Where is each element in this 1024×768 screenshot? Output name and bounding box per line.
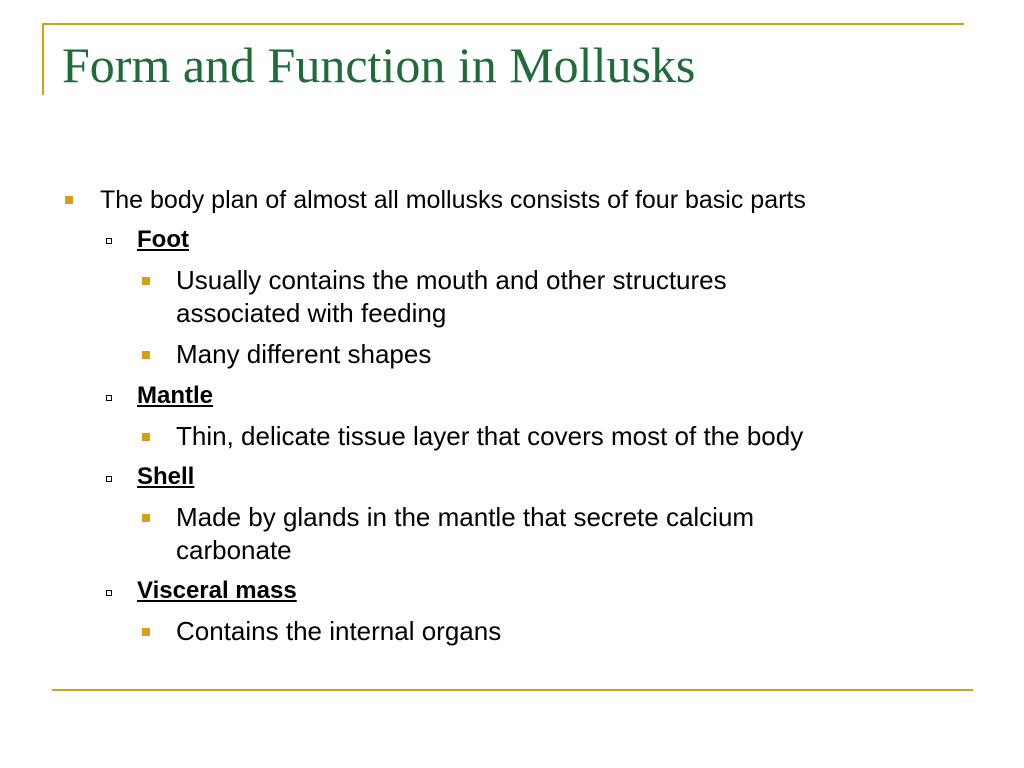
part-visceral-mass-heading: Visceral mass [137, 577, 297, 604]
shell-point-1-line-1: Made by glands in the mantle that secrete calcium [176, 502, 755, 532]
hollow-square-bullet-icon [106, 590, 112, 596]
square-bullet-icon [142, 433, 150, 441]
foot-point-1-line-1: Usually contains the mouth and other structures [176, 265, 727, 295]
hollow-square-bullet-icon [106, 238, 112, 244]
visceral-mass-point-1: Contains the internal organs [176, 616, 502, 646]
foot-point-1-line-2: associated with feeding [176, 298, 447, 328]
hollow-square-bullet-icon [106, 395, 112, 401]
part-foot-heading: Foot [137, 226, 189, 253]
foot-point-2: Many different shapes [176, 339, 432, 369]
intro-text: The body plan of almost all mollusks consists of four basic parts [100, 186, 806, 214]
slide-title: Form and Function in Mollusks [62, 37, 696, 93]
mantle-point-1: Thin, delicate tissue layer that covers most of the body [176, 421, 804, 451]
part-mantle-heading: Mantle [137, 382, 214, 409]
part-shell-heading: Shell [137, 463, 195, 490]
hollow-square-bullet-icon [106, 476, 112, 482]
square-bullet-icon [142, 277, 150, 285]
square-bullet-icon [142, 514, 150, 522]
square-bullet-icon [142, 628, 150, 636]
square-bullet-icon [142, 351, 150, 359]
shell-point-1-line-2: carbonate [176, 535, 292, 565]
square-bullet-icon [65, 196, 73, 204]
